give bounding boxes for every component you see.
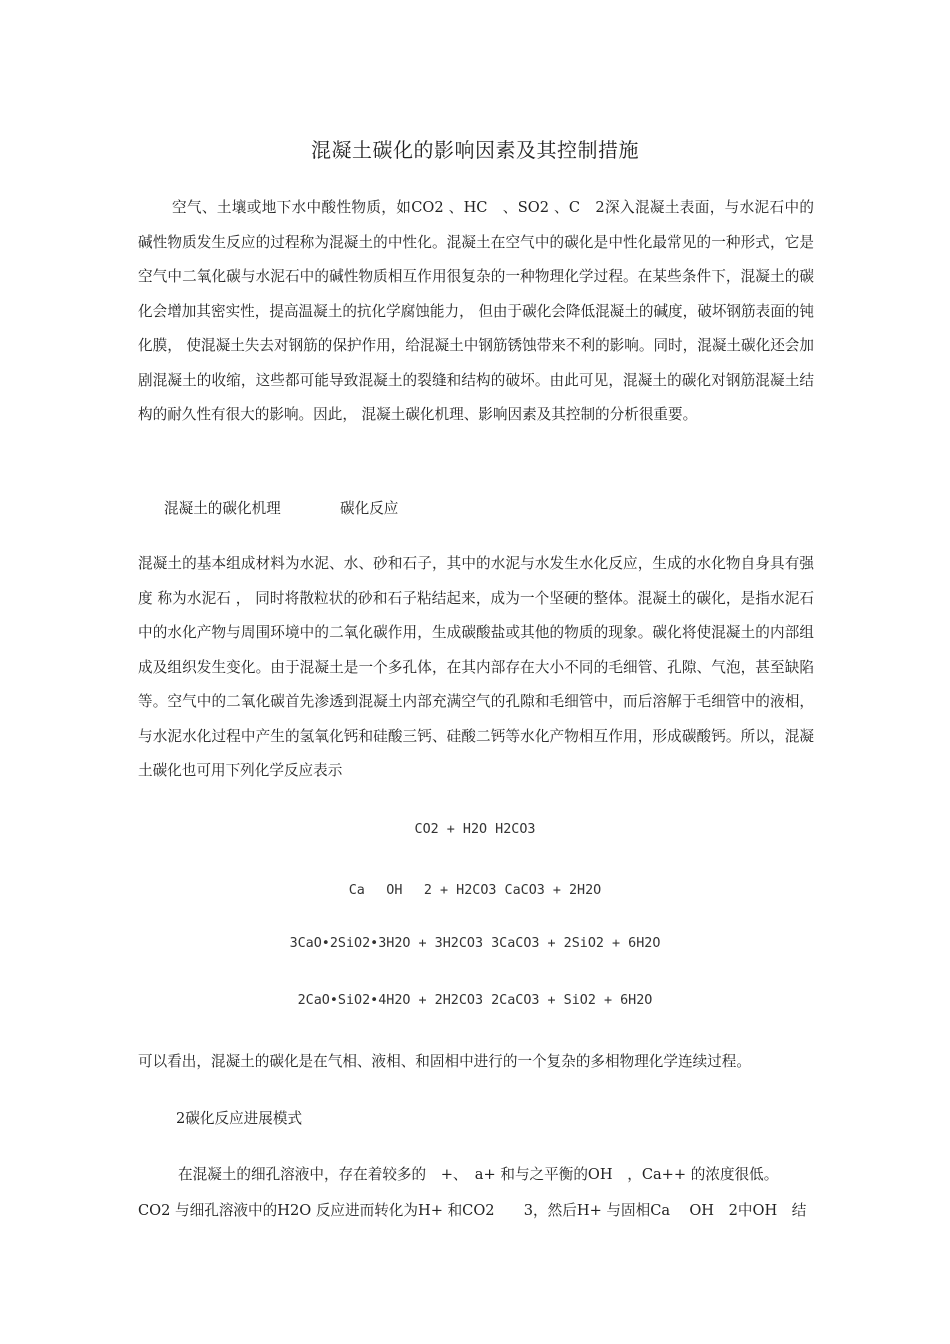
section1-subheading: 碳化反应 bbox=[340, 500, 399, 517]
conclusion-paragraph: 可以看出，混凝土的碳化是在气相、液相、和固相中进行的一个复杂的多相物理化学连续过程。 bbox=[138, 1053, 751, 1070]
body-paragraph-1: 混凝土的基本组成材料为水泥、水、砂和石子，其中的水泥与水发生水化反应，生成的水化物自身具有强度 称为水泥石 ， 同时将散粒状的砂和石子粘结起来，成为一个坚硬的整体。混凝土的碳化，是指水泥石中的水化产物与周围环境中的二氧化碳作用，生成碳酸盐或其他的物质的现象。碳化将使混凝土的内部组成及组织发生变化。由于混凝土是一个多孔体，在其内部存在大小不同的毛细管、孔隙、气泡，甚至缺陷等。空气中的二氧化碳首先渗透到混凝土内部充满空气的孔隙和毛细管中，而后溶解于毛细管中的液相，与水泥水化过程中产生的氢氧化钙和硅酸三钙、硅酸二钙等水化产物相互作用，形成碳酸钙。所以，混凝土碳化也可用下列化学反应表示 bbox=[138, 555, 814, 779]
section1-heading: 混凝土的碳化机理 bbox=[164, 500, 281, 517]
equation-3: 3CaO•2SiO2•3H2O + 3H2CO3 3CaCO3 + 2SiO2 + 6H2O bbox=[289, 936, 661, 951]
body-paragraph-2-line-1: 在混凝土的细孔溶液中，存在着较多的 +、 a+ 和与之平衡的OH ，Ca++ 的浓度很低。 bbox=[178, 1166, 779, 1183]
equation-2: Ca OH 2 + H2CO3 CaCO3 + 2H2O bbox=[348, 883, 602, 898]
equation-1: CO2 + H2O H2CO3 bbox=[414, 822, 536, 837]
section2-heading: 2碳化反应进展模式 bbox=[176, 1110, 303, 1127]
page-title: 混凝土碳化的影响因素及其控制措施 bbox=[311, 138, 639, 162]
intro-paragraph: 空气、土壤或地下水中酸性物质，如CO2 、HC 、SO2 、C 2深入混凝土表面，与水泥石中的碱性物质发生反应的过程称为混凝土的中性化。混凝土在空气中的碳化是中性化最常见的一种形式，它是空气中二氧化碳与水泥石中的碱性物质相互作用很复杂的一种物理化学过程。在某些条件下，混凝土的碳化会增加其密实性，提高温凝土的抗化学腐蚀能力， 但由于碳化会降低混凝土的碱度，破坏钢筋表面的钝化膜， 使混凝土失去对钢筋的保护作用，给混凝土中钢筋锈蚀带来不利的影响。同时，混凝土碳化还会加剧混凝土的收缩，这些都可能导致混凝土的裂缝和结构的破坏。由此可见，混凝土的碳化对钢筋混凝土结构的耐久性有很大的影响。因此， 混凝土碳化机理、影响因素及其控制的分析很重要。 bbox=[138, 199, 814, 423]
equation-4: 2CaO•SiO2•4H2O + 2H2CO3 2CaCO3 + SiO2 + 6H2O bbox=[297, 993, 653, 1008]
body-paragraph-2-line-2: CO2 与细孔溶液中的H2O 反应进而转化为H+ 和CO2 3，然后H+ 与固相Ca OH 2中OH 结 bbox=[138, 1202, 807, 1219]
